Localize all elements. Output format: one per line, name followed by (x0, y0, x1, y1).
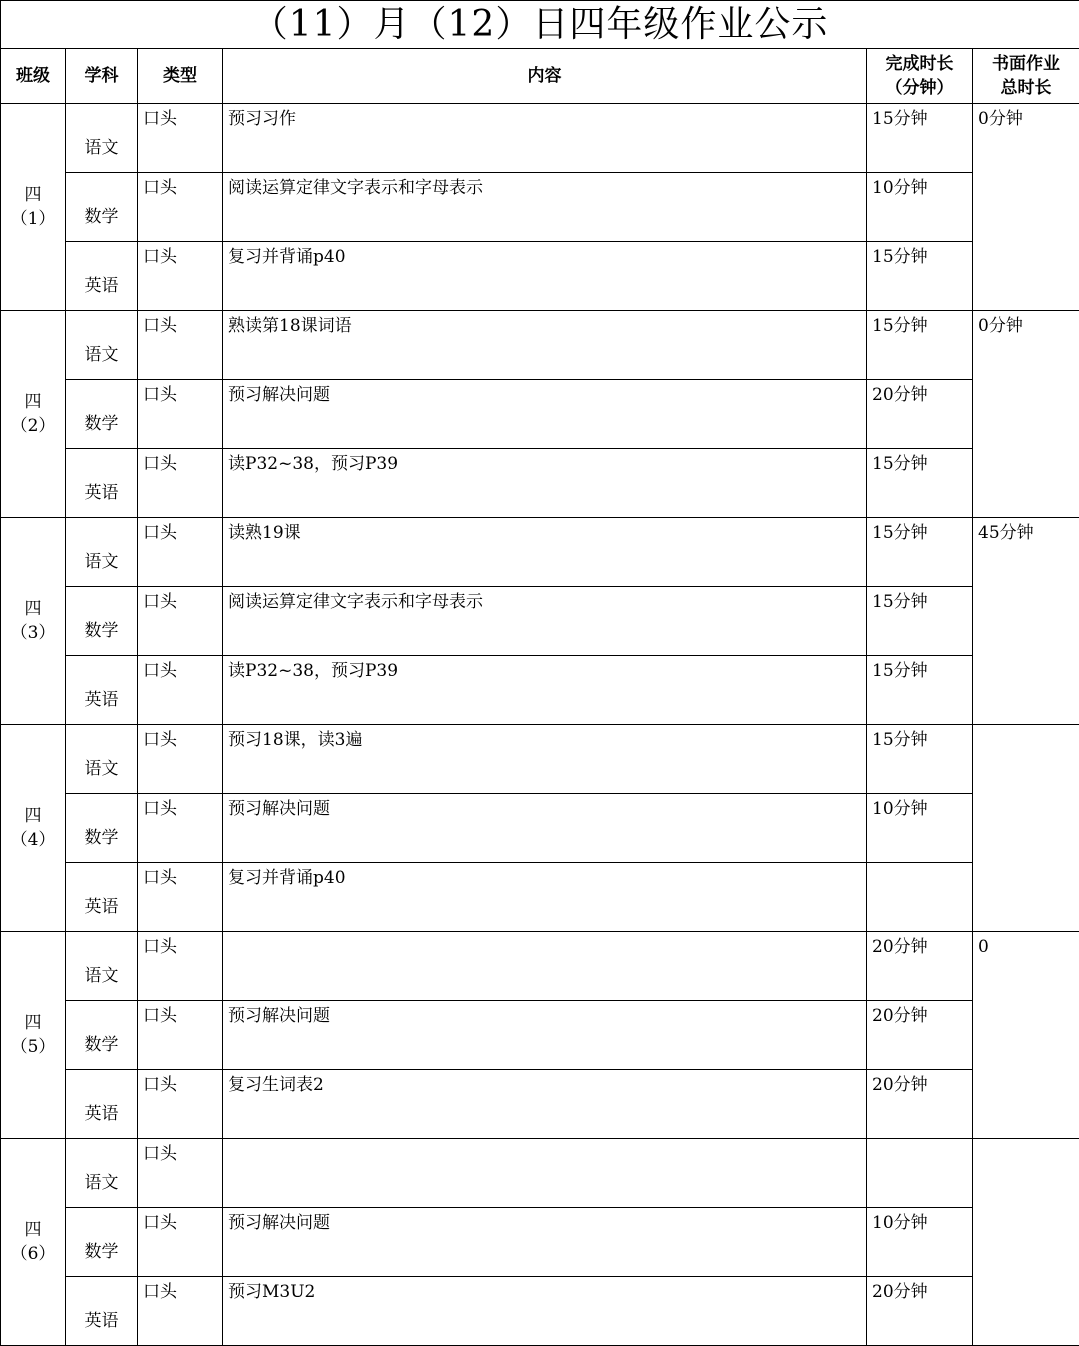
subject-cell: 英语 (66, 863, 138, 932)
header-class: 班级 (1, 49, 66, 104)
table-row (1, 587, 1079, 656)
total-time-cell (973, 1139, 1079, 1346)
time-cell: 20分钟 (867, 1277, 973, 1346)
time-cell: 15分钟 (867, 587, 973, 656)
subject-cell: 英语 (66, 1277, 138, 1346)
class-grade: 四 (1, 1011, 65, 1035)
time-cell: 20分钟 (867, 1001, 973, 1070)
class-grade: 四 (1, 390, 65, 414)
content-cell: 阅读运算定律文字表示和字母表示 (223, 587, 867, 656)
type-cell: 口头 (138, 863, 223, 932)
content-cell: 读P32~38，预习P39 (223, 656, 867, 725)
total-time-cell (973, 725, 1079, 932)
type-cell: 口头 (138, 794, 223, 863)
total-time-cell: 0分钟 (973, 311, 1079, 518)
content-cell: 预习解决问题 (223, 1001, 867, 1070)
content-cell: 复习并背诵p40 (223, 863, 867, 932)
class-number: （6） (1, 1242, 65, 1266)
header-total (973, 49, 1079, 104)
time-cell: 15分钟 (867, 449, 973, 518)
time-cell: 15分钟 (867, 656, 973, 725)
subject-cell: 数学 (66, 380, 138, 449)
table-row (1, 794, 1079, 863)
subject-cell: 语文 (66, 725, 138, 794)
subject-cell: 数学 (66, 1001, 138, 1070)
table-row (1, 725, 1079, 794)
table-row (1, 380, 1079, 449)
subject-cell: 语文 (66, 518, 138, 587)
content-cell: 复习生词表2 (223, 1070, 867, 1139)
table-row (1, 1070, 1079, 1139)
type-cell: 口头 (138, 1139, 223, 1208)
header-content: 内容 (223, 49, 867, 104)
total-time-cell: 45分钟 (973, 518, 1079, 725)
class-cell (1, 104, 66, 311)
type-cell: 口头 (138, 518, 223, 587)
subject-cell: 数学 (66, 173, 138, 242)
content-cell: 熟读第18课词语 (223, 311, 867, 380)
table-row (1, 1208, 1079, 1277)
subject-cell: 英语 (66, 656, 138, 725)
class-number: （4） (1, 828, 65, 852)
content-cell: 预习解决问题 (223, 1208, 867, 1277)
subject-cell: 数学 (66, 794, 138, 863)
table-row (1, 863, 1079, 932)
table-row (1, 173, 1079, 242)
header-type: 类型 (138, 49, 223, 104)
time-cell: 20分钟 (867, 1070, 973, 1139)
class-cell (1, 1139, 66, 1346)
type-cell: 口头 (138, 1070, 223, 1139)
total-time-cell: 0分钟 (973, 104, 1079, 311)
class-number: （3） (1, 621, 65, 645)
table-row (1, 1277, 1079, 1346)
page-title: （11）月（12）日四年级作业公示 (1, 1, 1079, 49)
time-cell: 15分钟 (867, 725, 973, 794)
time-cell (867, 863, 973, 932)
content-cell: 复习并背诵p40 (223, 242, 867, 311)
table-row (1, 1001, 1079, 1070)
type-cell: 口头 (138, 242, 223, 311)
subject-cell: 英语 (66, 1070, 138, 1139)
content-cell: 预习解决问题 (223, 794, 867, 863)
type-cell: 口头 (138, 1277, 223, 1346)
type-cell: 口头 (138, 656, 223, 725)
subject-cell: 英语 (66, 242, 138, 311)
type-cell: 口头 (138, 587, 223, 656)
subject-cell: 语文 (66, 932, 138, 1001)
table-row (1, 242, 1079, 311)
class-number: （1） (1, 207, 65, 231)
class-grade: 四 (1, 183, 65, 207)
header-total-line2: 总时长 (973, 76, 1079, 100)
content-cell (223, 932, 867, 1001)
class-cell (1, 518, 66, 725)
class-grade: 四 (1, 597, 65, 621)
subject-cell: 语文 (66, 1139, 138, 1208)
time-cell: 15分钟 (867, 242, 973, 311)
table-row (1, 104, 1079, 173)
subject-cell: 数学 (66, 587, 138, 656)
type-cell: 口头 (138, 311, 223, 380)
time-cell (867, 1139, 973, 1208)
subject-cell: 英语 (66, 449, 138, 518)
content-cell (223, 1139, 867, 1208)
class-cell (1, 725, 66, 932)
type-cell: 口头 (138, 1001, 223, 1070)
table-row (1, 518, 1079, 587)
class-number: （2） (1, 414, 65, 438)
header-time-line2: （分钟） (867, 76, 972, 100)
time-cell: 20分钟 (867, 380, 973, 449)
time-cell: 10分钟 (867, 1208, 973, 1277)
header-time (867, 49, 973, 104)
content-cell: 预习习作 (223, 104, 867, 173)
content-cell: 预习解决问题 (223, 380, 867, 449)
header-time-line1: 完成时长 (867, 52, 972, 76)
type-cell: 口头 (138, 173, 223, 242)
type-cell: 口头 (138, 380, 223, 449)
content-cell: 读P32~38，预习P39 (223, 449, 867, 518)
table-row (1, 1139, 1079, 1208)
time-cell: 10分钟 (867, 173, 973, 242)
table-row (1, 449, 1079, 518)
type-cell: 口头 (138, 725, 223, 794)
content-cell: 预习18课，读3遍 (223, 725, 867, 794)
class-cell (1, 932, 66, 1139)
type-cell: 口头 (138, 104, 223, 173)
header-total-line1: 书面作业 (973, 52, 1079, 76)
class-number: （5） (1, 1035, 65, 1059)
class-grade: 四 (1, 804, 65, 828)
time-cell: 10分钟 (867, 794, 973, 863)
content-cell: 预习M3U2 (223, 1277, 867, 1346)
class-grade: 四 (1, 1218, 65, 1242)
class-cell (1, 311, 66, 518)
content-cell: 阅读运算定律文字表示和字母表示 (223, 173, 867, 242)
total-time-cell: 0 (973, 932, 1079, 1139)
time-cell: 20分钟 (867, 932, 973, 1001)
table-row (1, 311, 1079, 380)
time-cell: 15分钟 (867, 104, 973, 173)
subject-cell: 语文 (66, 104, 138, 173)
type-cell: 口头 (138, 1208, 223, 1277)
type-cell: 口头 (138, 932, 223, 1001)
header-row (1, 49, 1079, 104)
time-cell: 15分钟 (867, 518, 973, 587)
table-row (1, 656, 1079, 725)
table-row (1, 932, 1079, 1001)
type-cell: 口头 (138, 449, 223, 518)
subject-cell: 数学 (66, 1208, 138, 1277)
content-cell: 读熟19课 (223, 518, 867, 587)
time-cell: 15分钟 (867, 311, 973, 380)
subject-cell: 语文 (66, 311, 138, 380)
header-subject: 学科 (66, 49, 138, 104)
